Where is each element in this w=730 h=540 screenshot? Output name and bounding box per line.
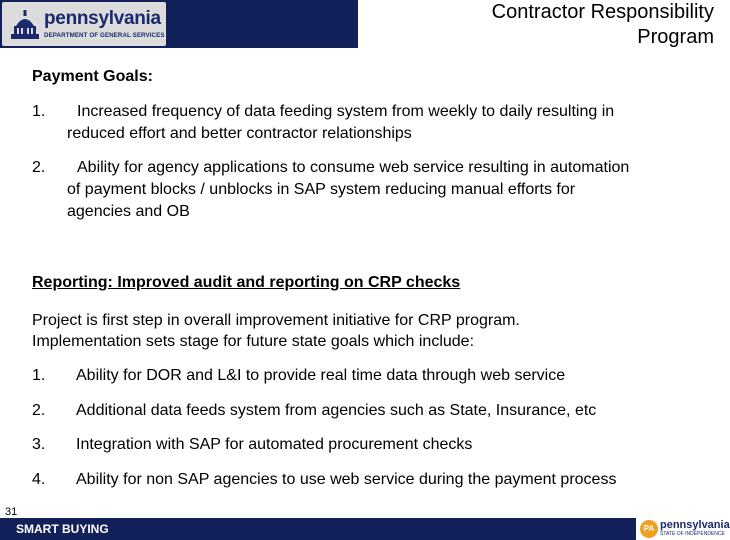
reporting-goal-number: 1.: [32, 367, 46, 384]
reporting-goal-number: 2.: [32, 402, 46, 419]
header-bar: [0, 0, 720, 48]
slide-title-line-1: Contractor Responsibility: [491, 1, 714, 23]
reporting-goal-item: Ability for non SAP agencies to use web service during the payment process: [76, 471, 617, 488]
slide-title-box: [358, 0, 720, 48]
footer-logo-wordmark: pennsylvania: [660, 519, 730, 531]
payment-goal-number: 1.: [32, 103, 46, 120]
footer-bar: [0, 518, 720, 540]
page-number: 31: [5, 506, 18, 518]
logo-department: DEPARTMENT OF GENERAL SERVICES: [44, 32, 165, 39]
reporting-goal-number: 4.: [32, 471, 46, 488]
payment-goal-number: 2.: [32, 159, 46, 176]
reporting-intro: [32, 310, 692, 352]
footer-logo-tagline: STATE OF INDEPENDENCE: [660, 531, 725, 537]
payment-goal-line: agencies and OB: [67, 203, 190, 220]
footer-pa-logo: [636, 518, 730, 540]
payment-goal-line: of payment blocks / unblocks in SAP system reducing manual efforts for: [67, 181, 576, 198]
pennsylvania-logo: [2, 2, 166, 46]
payment-goal-item: [67, 101, 707, 145]
payment-goal-item: [67, 157, 707, 223]
footer-program-label: SMART BUYING: [16, 522, 109, 536]
payment-goal-line: Ability for agency applications to consume web service resulting in automation: [77, 159, 630, 176]
reporting-heading: Reporting: Improved audit and reporting on CRP checks: [32, 274, 461, 291]
slide-title: [492, 0, 714, 50]
reporting-goal-item: Additional data feeds system from agencies such as State, Insurance, etc: [76, 402, 597, 419]
reporting-intro-line: Implementation sets stage for future state goals which include:: [32, 333, 475, 350]
reporting-goal-number: 3.: [32, 436, 46, 453]
reporting-intro-line: Project is first step in overall improvement initiative for CRP program.: [32, 312, 520, 329]
payment-goal-line: Increased frequency of data feeding system from weekly to daily resulting in: [77, 103, 615, 120]
reporting-goal-item: Integration with SAP for automated procurement checks: [76, 436, 473, 453]
logo-wordmark: pennsylvania: [44, 8, 161, 29]
payment-goals-heading: Payment Goals:: [32, 68, 153, 85]
payment-goal-line: reduced effort and better contractor relationships: [67, 125, 412, 142]
pa-badge-icon: PA: [640, 520, 658, 538]
capitol-dome-icon: [8, 8, 42, 42]
reporting-goal-item: Ability for DOR and L&I to provide real time data through web service: [76, 367, 566, 384]
slide-title-line-2: Program: [637, 26, 714, 48]
